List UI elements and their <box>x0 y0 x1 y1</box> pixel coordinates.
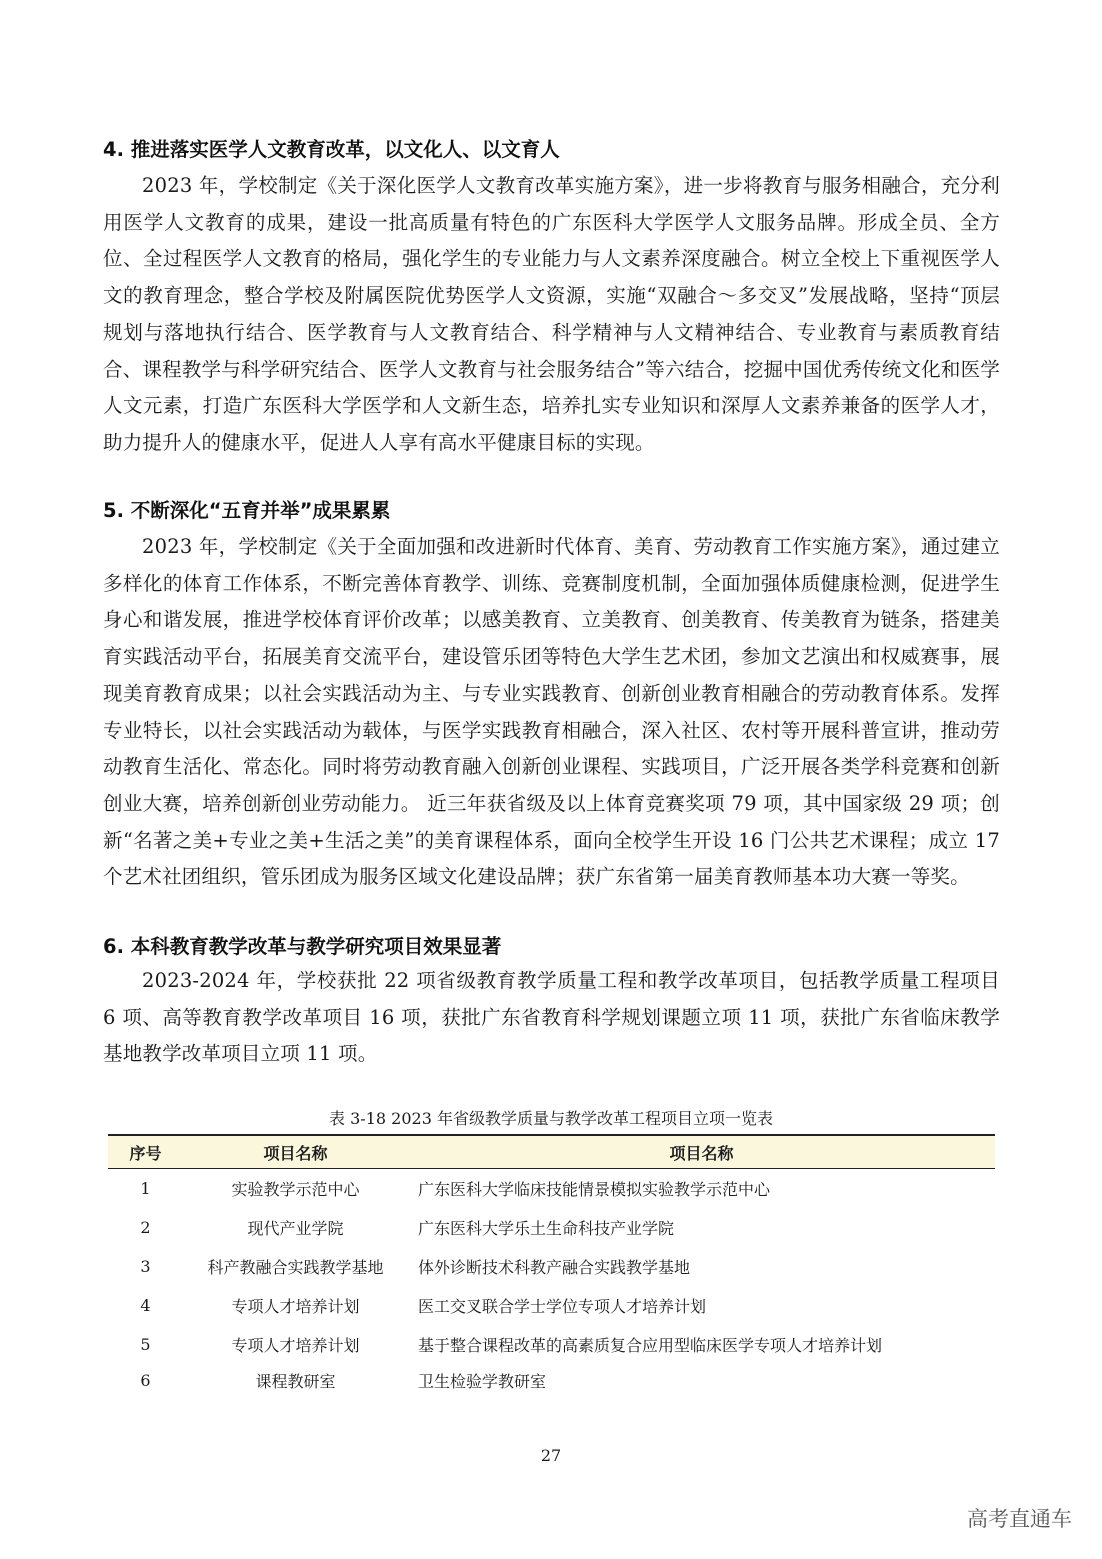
watermark-text: 高考直通车 <box>967 1507 1072 1531</box>
cell-project: 广东医科大学临床技能情景模拟实验教学示范中心 <box>418 1180 771 1199</box>
section-4-paragraph: 2023 年，学校制定《关于深化医学人文教育改革实施方案》，进一步将教育与服务相融合，充分利用医学人文教育的成果，建设一批高质量有特色的广东医科大学医学人文服务品牌。形成全员、全方位、全过程医学人文教育的格局，强化学生的专业能力与人文素养深度融合。树立全校上下重视医学人文的教育理念，整合学校及附属医院优势医学人文资源，实施“双融合～多交叉”发展战略，坚持“顶层规划与落地执行结合、医学教育与人文教育结合、科学精神与人文精神结合、专业教育与素质教育结合、课程教学与科学研究结合、医学人文教育与社会服务结合”等六结合，挖掘中国优秀传统文化和医学人文元素，打造广东医科大学医学和人文新生态，培养扎实专业知识和深厚人文素养兼备的医学人才，助力提升人的健康水平，促进人人享有高水平健康目标的实现。 <box>103 174 1000 454</box>
page-number: 27 <box>540 1446 562 1465</box>
section-6-heading: 6. 本科教育教学改革与教学研究项目效果显著 <box>103 935 502 958</box>
header-project: 项目名称 <box>408 1135 995 1169</box>
cell-index: 3 <box>140 1257 151 1276</box>
table-row <box>108 1364 995 1396</box>
cell-category: 现代产业学院 <box>247 1219 344 1238</box>
cell-index: 5 <box>140 1335 151 1354</box>
table-caption: 表 3-18 2023 年省级教学质量与教学改革工程项目立项一览表 <box>329 1109 773 1128</box>
cell-index: 6 <box>140 1370 151 1390</box>
header-index: 序号 <box>108 1135 183 1169</box>
cell-index: 1 <box>140 1179 151 1198</box>
table-row <box>108 1325 995 1364</box>
section-5-paragraph: 2023 年，学校制定《关于全面加强和改进新时代体育、美育、劳动教育工作实施方案》，通过建立多样化的体育工作体系，不断完善体育教学、训练、竞赛制度机制，全面加强体质健康检测，促进学生身心和谐发展，推进学校体育评价改革；以感美教育、立美教育、创美教育、传美教育为链条，搭建美育实践活动平台，拓展美育交流平台，建设管乐团等特色大学生艺术团，参加文艺演出和权威赛事，展现美育教育成果；以社会实践活动为主、与专业实践教育、创新创业教育相融合的劳动教育体系。发挥专业特长，以社会实践活动为载体，与医学实践教育相融合，深入社区、农村等开展科普宣讲，推动劳动教育生活化、常态化。同时将劳动教育融入创新创业课程、实践项目，广泛开展各类学科竞赛和创新创业大赛，培养创新创业劳动能力。 近三年获省级及以上体育竞赛奖项 79 项，其中国家级 29 项；创新“名著之美+专业之美+生活之美”的美育课程体系，面向全校学生开设 16 门公共艺术课程；成立 17 个艺术社团组织，管乐团成为服务区域文化建设品牌；获广东省第一届美育教师基本功大赛一等奖。 <box>103 535 1000 889</box>
cell-project: 广东医科大学乐土生命科技产业学院 <box>418 1219 675 1238</box>
section-6-paragraph: 2023-2024 年，学校获批 22 项省级教育教学质量工程和教学改革项目，包括教学质量工程项目 6 项、高等教育教学改革项目 16 项，获批广东省教育科学规划课题立项 11 项，获批广东省临床教学基地教学改革项目立项 11 项。 <box>103 969 1000 1066</box>
cell-project: 体外诊断技术科教产融合实践教学基地 <box>418 1258 691 1277</box>
section-4-heading: 4. 推进落实医学人文教育改革，以文化人、以文育人 <box>103 138 560 161</box>
cell-index: 2 <box>140 1218 151 1237</box>
cell-category: 专项人才培养计划 <box>231 1297 360 1316</box>
cell-project: 卫生检验学教研室 <box>418 1371 547 1391</box>
table-row <box>108 1169 995 1209</box>
table-header-row <box>108 1135 995 1169</box>
cell-index: 4 <box>140 1296 151 1315</box>
cell-category: 实验教学示范中心 <box>231 1180 360 1199</box>
table-row <box>108 1286 995 1325</box>
cell-category: 科产教融合实践教学基地 <box>207 1258 384 1277</box>
section-5-heading: 5. 不断深化“五育并举”成果累累 <box>103 499 391 522</box>
cell-category: 课程教研室 <box>255 1371 336 1391</box>
cell-project: 医工交叉联合学士学位专项人才培养计划 <box>418 1297 707 1316</box>
cell-category: 专项人才培养计划 <box>231 1336 360 1355</box>
table-row <box>108 1247 995 1286</box>
table-row <box>108 1208 995 1247</box>
header-category: 项目名称 <box>183 1135 408 1169</box>
cell-project: 基于整合课程改革的高素质复合应用型临床医学专项人才培养计划 <box>418 1336 883 1355</box>
project-table <box>108 1134 995 1396</box>
